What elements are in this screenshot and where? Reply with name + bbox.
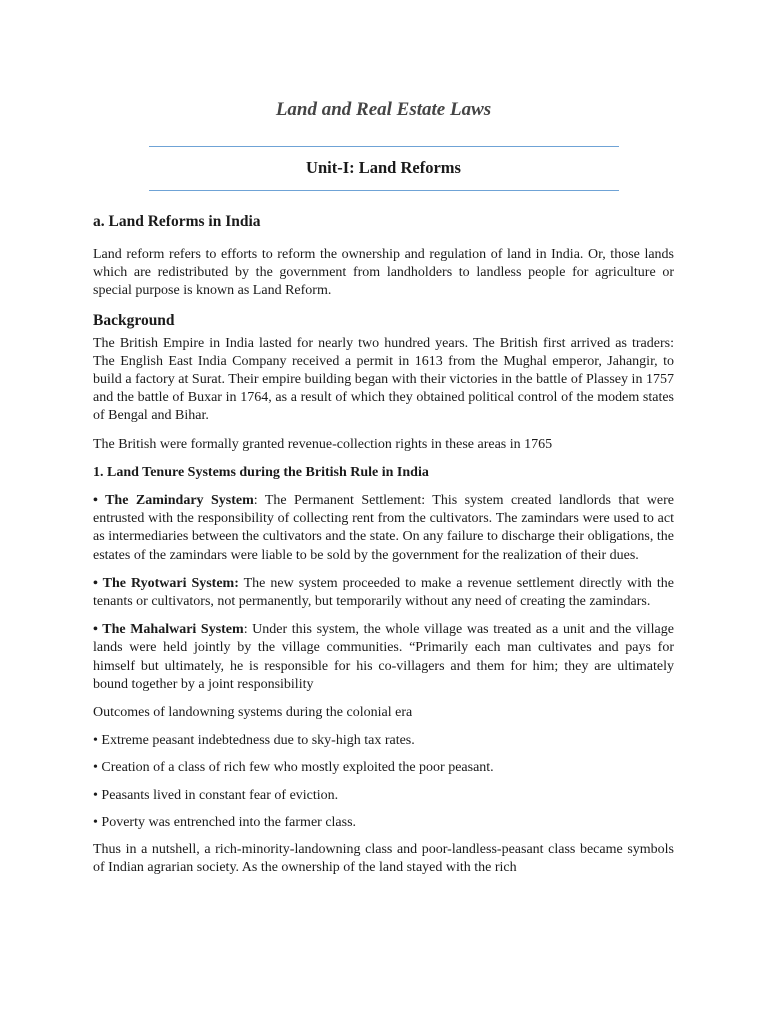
title-divider-top [149,146,619,147]
section-heading-background: Background [93,311,175,329]
list-item: • Extreme peasant indebtedness due to sky-high tax rates. [93,733,415,749]
title-divider-bottom [149,190,619,191]
revenue-rights-paragraph: The British were formally granted revenue-collection rights in these areas in 1765 [93,436,553,452]
mahalwari-label: • The Mahalwari System [93,622,244,638]
ryotwari-paragraph [93,575,674,611]
mahalwari-text: : Under this system, the whole village was treated as a unit and the village lands were held jointly by the village communities. “Primarily each man cultivates and pays for himself but ultimately, he is responsible for his co-villagers and them for him; they are ultimately bound together by a joint responsibility [93,622,674,692]
list-item: • Creation of a class of rich few who mostly exploited the poor peasant. [93,760,494,776]
zamindary-paragraph [93,492,674,565]
document-title: Land and Real Estate Laws [275,99,492,120]
list-item: • Poverty was entrenched into the farmer class. [93,814,357,830]
background-paragraph: The British Empire in India lasted for nearly two hundred years. The British first arrived as traders: The English East India Company received a permit in 1613 from the Mughal emperor, Jahangir, to build a factory at Surat. Their empire building began with their victories in the battle of Plassey in 1757 and the battle of Buxar in 1764, as a result of which they obtained political control of the modem states of Bengal and Bihar. [93,335,674,424]
ryotwari-text: The new system proceeded to make a revenue settlement directly with the tenants or cultivators, not permanently, but temporarily without any need of creating the zamindars. [93,575,674,610]
unit-title: Unit-I: Land Reforms [306,158,461,177]
zamindary-label: • The Zamindary System [93,493,254,509]
list-item: • Peasants lived in constant fear of eviction. [93,787,339,803]
outcomes-intro: Outcomes of landowning systems during the colonial era [93,705,413,721]
section-heading-tenure-systems: 1. Land Tenure Systems during the British Rule in India [93,464,429,480]
zamindary-text: : The Permanent Settlement: This system created landlords that were entrusted with the responsibility of collecting rent from the cultivators. The zamindars were used to act as intermediaries between the cultivators and the state. On any failure to discharge their obligations, the estates of the zamindars were liable to be sold by the government for the realization of their dues. [93,493,674,563]
section-heading-land-reforms: a. Land Reforms in India [93,213,261,230]
intro-paragraph: Land reform refers to efforts to reform the ownership and regulation of land in India. Or, those lands which are redistributed by the government from landholders to landless people for agriculture or special purpose is known as Land Reform. [93,247,674,299]
mahalwari-paragraph [93,621,674,694]
ryotwari-label: • The Ryotwari System: [93,575,239,591]
document-body [93,212,674,887]
conclusion-paragraph: Thus in a nutshell, a rich-minority-landowning class and poor-landless-peasant class became symbols of Indian agrarian society. As the ownership of the land stayed with the rich [93,842,674,876]
